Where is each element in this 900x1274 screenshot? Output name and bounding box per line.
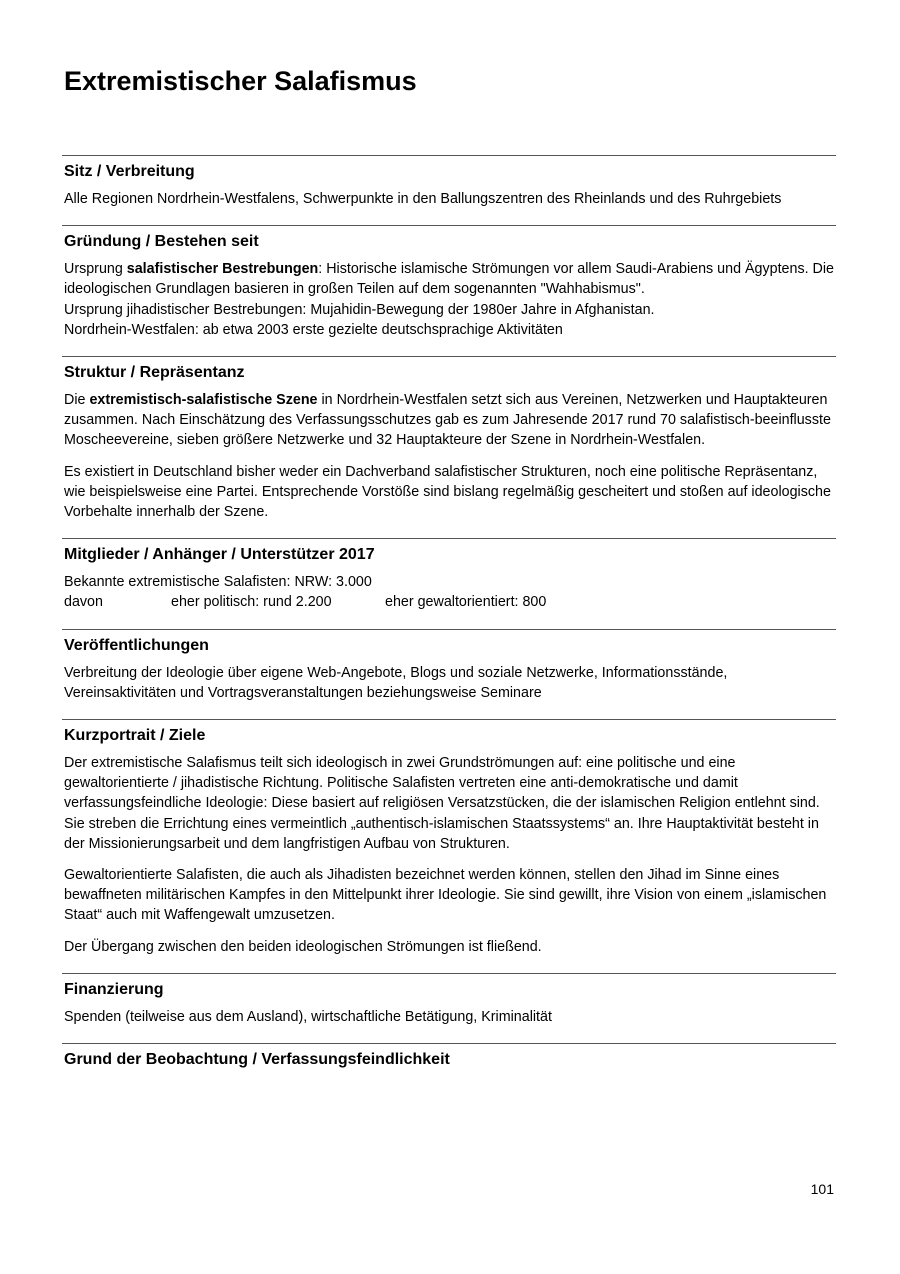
paragraph: Alle Regionen Nordrhein-Westfalens, Schwerpunkte in den Ballungszentren des Rheinlands und des Ruhrgebiets [64, 191, 782, 207]
section-body [64, 383, 836, 538]
section-body [64, 565, 836, 628]
paragraph: Gewaltorientierte Salafisten, die auch als Jihadisten bezeichnet werden können, stellen den Jihad im Sinne eines bewaffneten militärischen Kampfes in den Mittelpunkt ihrer Ideologie. Sie sind gewillt, ihre Vision von einem „islamischen Staat“ auch mit Waffengewalt umzusetzen. [64, 867, 827, 924]
section-gruendung [62, 225, 836, 356]
section-kurzportrait [62, 719, 836, 973]
member-breakdown-row [64, 592, 836, 612]
text: in Nordrhein-Westfalen setzt sich aus Vereinen, Netzwerken und Hauptakteuren zusammen. Nach Einschätzung des Verfassungsschutzes gab es zum Jahresende 2017 rund 70 salafistisch-beeinflusste Moscheevereine, sieben größere Netzwerke und 32 Hauptakteure der Szene in Nordrhein-Westfalen. [64, 392, 831, 449]
text: Die [64, 392, 90, 409]
paragraph: Spenden (teilweise aus dem Ausland), wirtschaftliche Betätigung, Kriminalität [64, 1008, 552, 1025]
text: Ursprung [64, 261, 127, 278]
section-heading: Mitglieder / Anhänger / Unterstützer 2017 [64, 546, 375, 564]
section-mitglieder [62, 538, 836, 628]
bold-text: salafistischer Bestrebungen [126, 261, 319, 278]
bold-text: extremistisch-salafistische Szene [89, 392, 318, 409]
paragraph [64, 390, 836, 451]
section-struktur [62, 356, 836, 538]
paragraph: Verbreitung der Ideologie über eigene Web-Angebote, Blogs und soziale Netzwerke, Informationsstände, Vereinsaktivitäten und Vortragsveranstaltungen beziehungsweise Seminare [64, 664, 728, 701]
section-heading: Gründung / Bestehen seit [64, 233, 259, 251]
text-line: Ursprung jihadistischer Bestrebungen: Mujahidin-Bewegung der 1980er Jahre in Afghanistan. [64, 301, 655, 318]
page-number: 101 [810, 1181, 834, 1197]
text-line: Nordrhein-Westfalen: ab etwa 2003 erste gezielte deutschsprachige Aktivitäten [64, 321, 563, 338]
value-political: eher politisch: rund 2.200 [171, 594, 332, 611]
sections [64, 155, 836, 1070]
section-body [64, 182, 836, 225]
section-heading: Finanzierung [64, 980, 164, 998]
paragraph: Der Übergang zwischen den beiden ideologischen Strömungen ist fließend. [64, 938, 542, 955]
section-finanzierung [62, 973, 836, 1043]
paragraph: Es existiert in Deutschland bisher weder ein Dachverband salafistischer Strukturen, noch eine politische Repräsentanz, wie beispielsweise eine Partei. Entsprechende Vorstöße sind bislang regelmäßig gescheitert und stoßen auf ideologische Vorbehalte innerhalb der Szene. [64, 463, 831, 521]
section-heading: Kurzportrait / Ziele [64, 727, 206, 745]
text-line: Bekannte extremistische Salafisten: NRW: 3.000 [64, 574, 372, 591]
section-body [64, 252, 836, 356]
section-heading: Grund der Beobachtung / Verfassungsfeindlichkeit [64, 1051, 450, 1069]
paragraph: Der extremistische Salafismus teilt sich ideologisch in zwei Grundströmungen auf: eine politische und eine gewaltorientierte / jihadistische Richtung. Politische Salafisten vertreten eine anti-demokratische und damit verfassungsfeindliche Ideologie: Diese basiert auf religiösen Versatzstücken, die der islamischen Religion entlehnt sind. Sie streben die Errichtung eines vermeintlich „authentisch-islamischen Staatssystems“ an. Ihre Hauptaktivität besteht in der Missionierungsarbeit und dem langfristigen Aufbau von Strukturen. [64, 755, 820, 852]
section-heading: Sitz / Verbreitung [64, 163, 195, 180]
value-violent: eher gewaltorientiert: 800 [385, 594, 547, 611]
page-title: Extremistischer Salafismus [64, 66, 417, 96]
text: : Historische islamische Strömungen vor allem Saudi-Arabiens und Ägyptens. Die ideologischen Grundlagen basieren in großen Teilen auf dem sogenannten "Wahhabismus". [64, 261, 835, 298]
section-body [64, 656, 836, 719]
section-heading: Veröffentlichungen [64, 636, 209, 654]
paragraph [64, 259, 836, 340]
section-sitz [62, 155, 836, 225]
section-grund [62, 1043, 836, 1070]
section-heading: Struktur / Repräsentanz [64, 364, 245, 382]
section-body [64, 1000, 836, 1043]
section-veroeffentlichungen [62, 629, 836, 719]
label-davon: davon [64, 594, 103, 611]
section-body [64, 746, 836, 973]
